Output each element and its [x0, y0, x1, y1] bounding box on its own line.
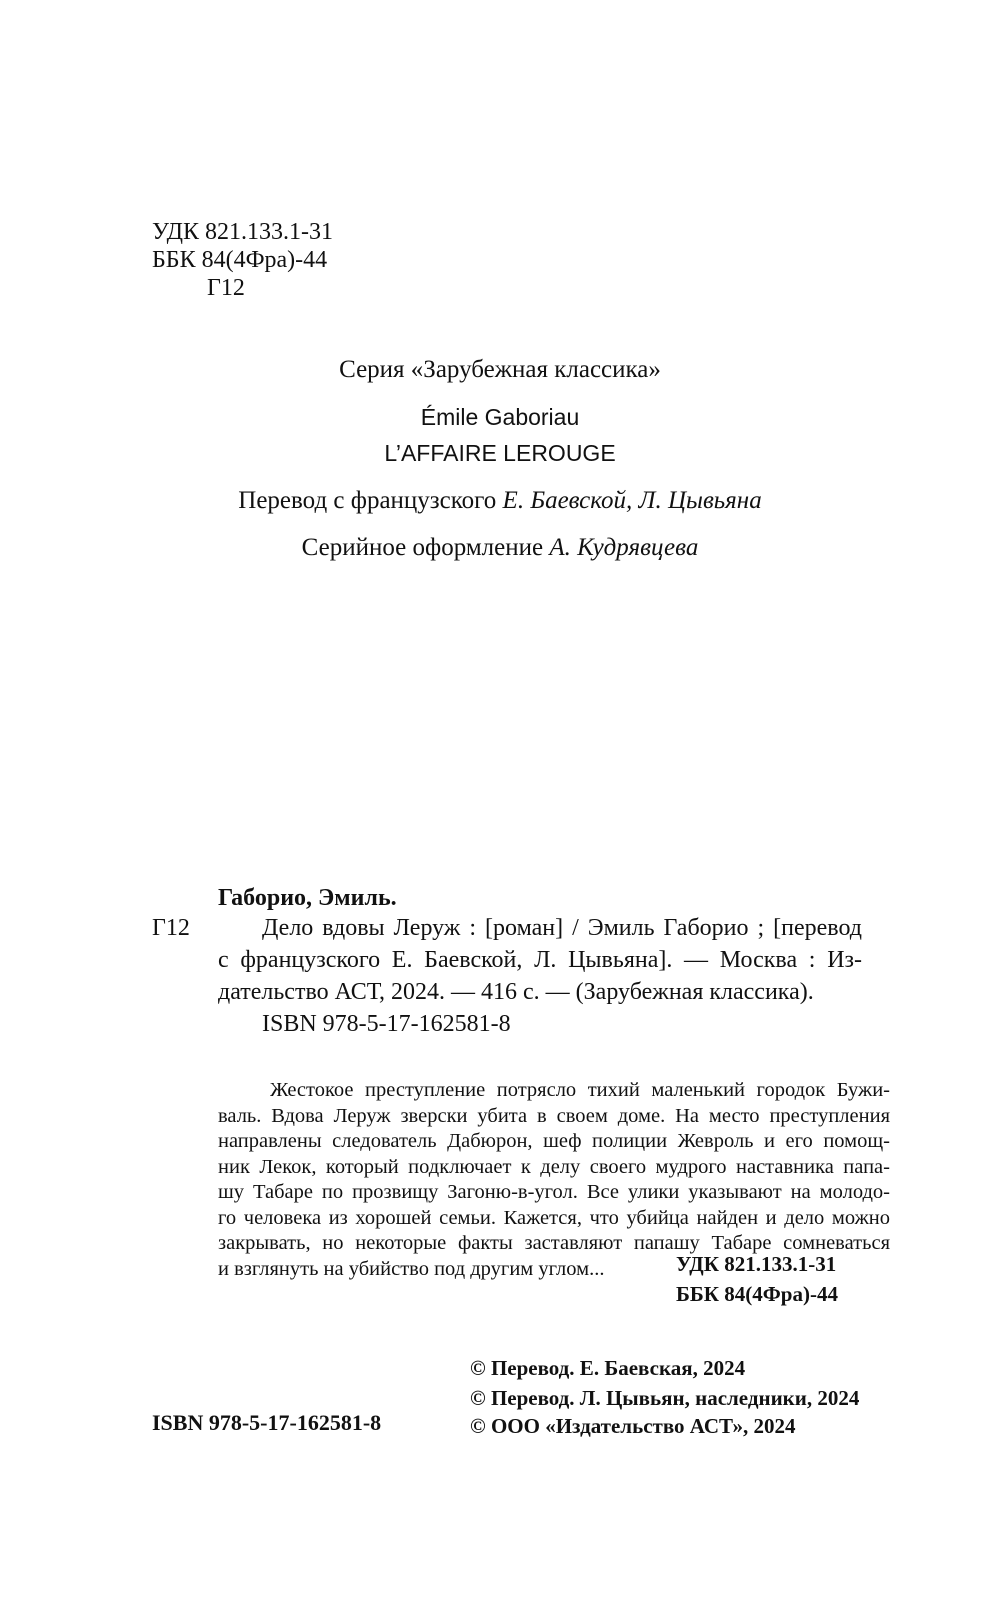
- bottom-isbn: ISBN 978-5-17-162581-8: [152, 1410, 382, 1435]
- copyright-line: © ООО «Издательство АСТ», 2024: [470, 1414, 796, 1438]
- design-prefix: Серийное оформление: [301, 534, 544, 561]
- annotation-line: Жестокое преступление потрясло тихий маленький городок Бужи-: [270, 1079, 890, 1101]
- record-author-mark: Г12: [152, 915, 190, 941]
- design-credit: [0, 534, 1000, 562]
- udk-code: УДК 821.133.1-31: [152, 219, 333, 245]
- footer-bbk: ББК 84(4Фра)-44: [676, 1282, 838, 1306]
- annotation-line: направлены следователь Дабюрон, шеф полиции Жевроль и его помощ-: [218, 1130, 890, 1152]
- author-mark: Г12: [207, 275, 245, 301]
- footer-udk: УДК 821.133.1-31: [676, 1252, 837, 1276]
- record-isbn: ISBN 978-5-17-162581-8: [262, 1011, 511, 1037]
- record-line: дательство АСТ, 2024. — 416 с. — (Зарубежная классика).: [218, 979, 814, 1005]
- translators: Е. Баевской, Л. Цывьяна: [502, 487, 762, 514]
- copyright-line: © Перевод. Е. Баевская, 2024: [470, 1356, 746, 1380]
- annotation-line: и взглянуть на убийство под другим углом...: [218, 1257, 605, 1280]
- bbk-code: ББК 84(4Фра)-44: [152, 247, 328, 273]
- series-line: Серия «Зарубежная классика»: [339, 356, 661, 383]
- record-line: с французского Е. Баевской, Л. Цывьяна]. — Москва : Из-: [218, 947, 862, 973]
- annotation-line: закрывать, но некоторые факты заставляют папашу Табаре сомневаться: [218, 1232, 890, 1254]
- translation-credit: [0, 487, 1000, 515]
- annotation-line: валь. Вдова Леруж зверски убита в своем доме. На место преступления: [218, 1104, 890, 1127]
- record-line: Дело вдовы Леруж : [роман] / Эмиль Габорио ; [перевод: [262, 915, 862, 941]
- original-title: L’AFFAIRE LEROUGE: [384, 440, 616, 466]
- annotation-line: ник Лекок, который подключает к делу своего мудрого наставника папа-: [218, 1155, 890, 1178]
- original-author: Émile Gaboriau: [420, 404, 580, 430]
- annotation-line: го человека из хорошей семьи. Кажется, что убийца найден и дело можно: [218, 1206, 890, 1229]
- translation-prefix: Перевод с французского: [238, 487, 497, 514]
- record-author-heading: Габорио, Эмиль.: [218, 885, 397, 911]
- copyright-line: © Перевод. Л. Цывьян, наследники, 2024: [470, 1386, 860, 1410]
- designer: А. Кудрявцева: [549, 534, 699, 561]
- annotation-line: шу Табаре по прозвищу Загоню-в-угол. Все улики указывают на молодо-: [218, 1181, 890, 1203]
